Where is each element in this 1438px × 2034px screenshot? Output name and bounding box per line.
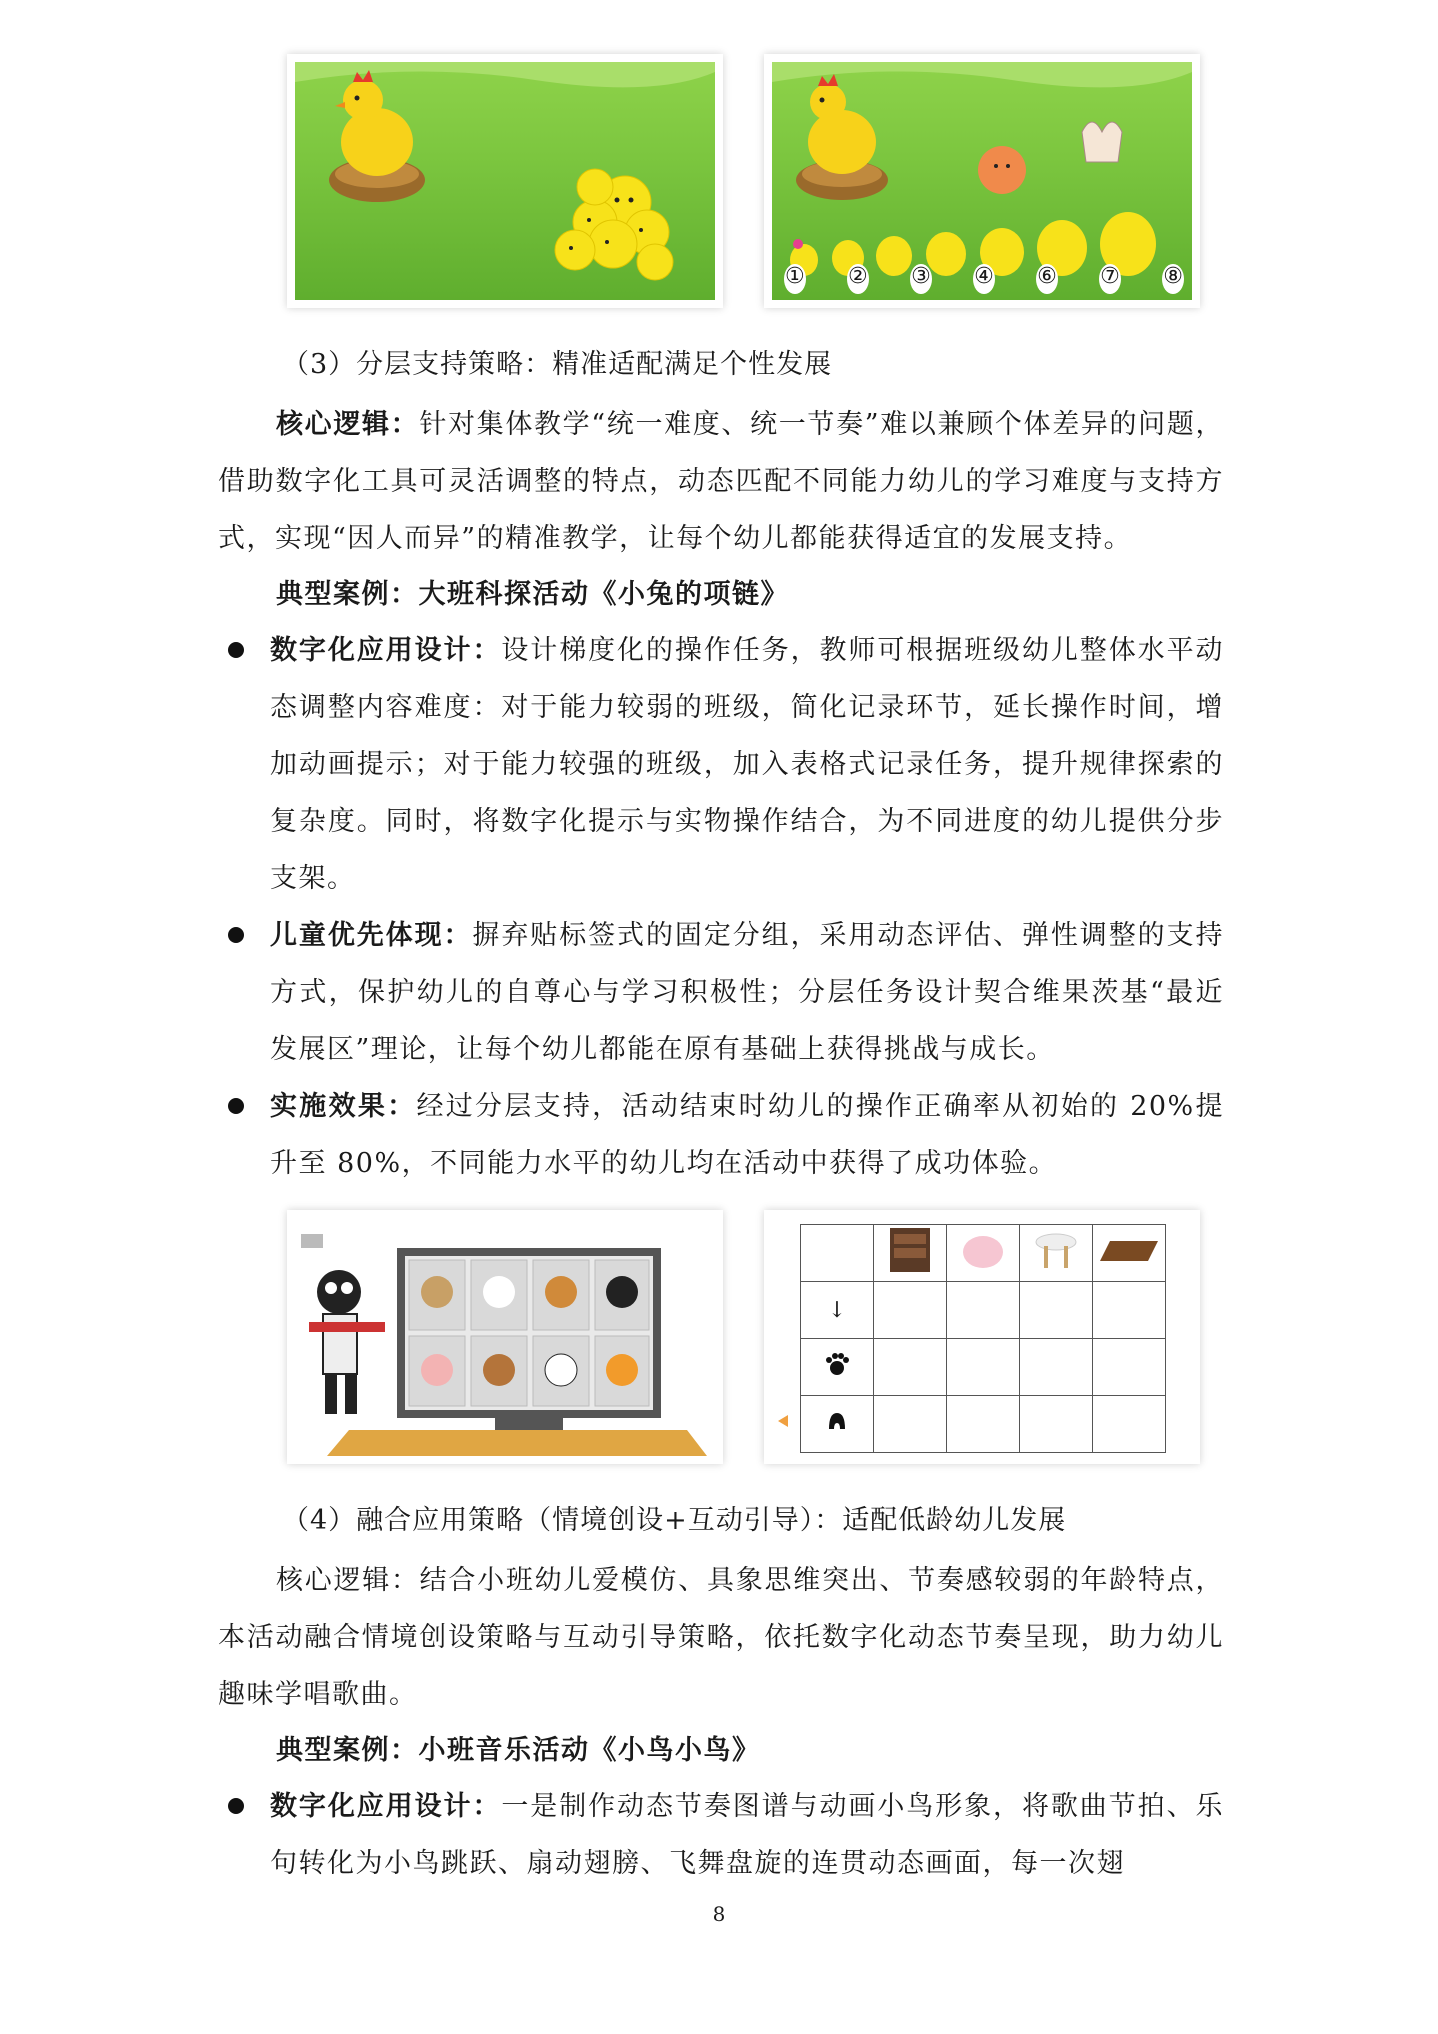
section3-bullet-1 bbox=[270, 622, 1224, 907]
chick-label: ⑦ bbox=[1099, 264, 1121, 294]
section3-heading: （3）分层支持策略：精准适配满足个性发展 bbox=[282, 349, 833, 380]
chick-label: ④ bbox=[973, 264, 995, 294]
bullet-label: 数字化应用设计： bbox=[270, 635, 502, 666]
bullet-label: 实施效果： bbox=[270, 1091, 417, 1122]
core-logic-label: 核心逻辑： bbox=[276, 409, 420, 440]
direction-grid-image bbox=[764, 1210, 1200, 1464]
speaker-icon bbox=[776, 1414, 790, 1428]
section4-core-logic bbox=[218, 1552, 1224, 1723]
hoofprint-icon bbox=[801, 1396, 874, 1453]
bullet-dot-icon bbox=[228, 1098, 244, 1114]
section4-heading: （4）融合应用策略（情境创设+互动引导）：适配低龄幼儿发展 bbox=[282, 1505, 1067, 1536]
chick-label: ② bbox=[847, 264, 869, 294]
section4-case: 典型案例：小班音乐活动《小鸟小鸟》 bbox=[276, 1735, 761, 1766]
bullet-text: 设计梯度化的操作任务，教师可根据班级幼儿整体水平动态调整内容难度：对于能力较弱的班级，简化记录环节，延长操作时间，增加动画提示；对于能力较强的班级，加入表格式记录任务，提升规律探索的复杂度。同时，将数字化提示与实物操作结合，为不同进度的幼儿提供分步支架。 bbox=[270, 635, 1224, 894]
cat-police-animals-image bbox=[287, 1210, 723, 1464]
bullet-dot-icon bbox=[228, 642, 244, 658]
section3-case: 典型案例：大班科探活动《小兔的项链》 bbox=[276, 579, 789, 610]
bullet-label: 数字化应用设计： bbox=[270, 1791, 502, 1822]
direction-grid-table bbox=[800, 1224, 1166, 1453]
section3-bullet-2 bbox=[270, 907, 1224, 1078]
hen-chicks-numbered-image-right bbox=[764, 54, 1200, 308]
section3-core-logic bbox=[218, 396, 1224, 567]
bullet-dot-icon bbox=[228, 927, 244, 943]
chick-label: ⑥ bbox=[1036, 264, 1058, 294]
chick-label: ⑧ bbox=[1162, 264, 1184, 294]
bullet-dot-icon bbox=[228, 1798, 244, 1814]
bullet-text: 摒弃贴标签式的固定分组，采用动态评估、弹性调整的支持方式，保护幼儿的自尊心与学习积极性；分层任务设计契合维果茨基“最近发展区”理论，让每个幼儿都能在原有基础上获得挑战与成长。 bbox=[270, 920, 1224, 1065]
chick-number-labels bbox=[784, 264, 1184, 294]
bullet-text: 经过分层支持，活动结束时幼儿的操作正确率从初始的 20%提升至 80%，不同能力水平的幼儿均在活动中获得了成功体验。 bbox=[270, 1091, 1225, 1179]
section4-core-text: 核心逻辑：结合小班幼儿爱模仿、具象思维突出、节奏感较弱的年龄特点，本活动融合情境创设策略与互动引导策略，依托数字化动态节奏呈现，助力幼儿趣味学唱歌曲。 bbox=[218, 1565, 1224, 1710]
section3-bullet-3 bbox=[270, 1078, 1224, 1192]
bullet-text: 一是制作动态节奏图谱与动画小鸟形象，将歌曲节拍、乐句转化为小鸟跳跃、扇动翅膀、飞舞盘旋的连贯动态画面，每一次翅 bbox=[270, 1791, 1224, 1879]
chick-label: ③ bbox=[910, 264, 932, 294]
page-number: 8 bbox=[712, 1902, 726, 1926]
chick-label: ① bbox=[784, 264, 806, 294]
arrow-down-icon: ↓ bbox=[801, 1282, 874, 1339]
paw-icon bbox=[801, 1339, 874, 1396]
bullet-label: 儿童优先体现： bbox=[270, 920, 473, 951]
section4-bullet-1 bbox=[270, 1778, 1224, 1892]
hen-chicks-image-left bbox=[287, 54, 723, 308]
core-logic-text: 针对集体教学“统一难度、统一节奏”难以兼顾个体差异的问题，借助数字化工具可灵活调整的特点，动态匹配不同能力幼儿的学习难度与支持方式，实现“因人而异”的精准教学，让每个幼儿都能获得适宜的发展支持。 bbox=[218, 409, 1225, 554]
